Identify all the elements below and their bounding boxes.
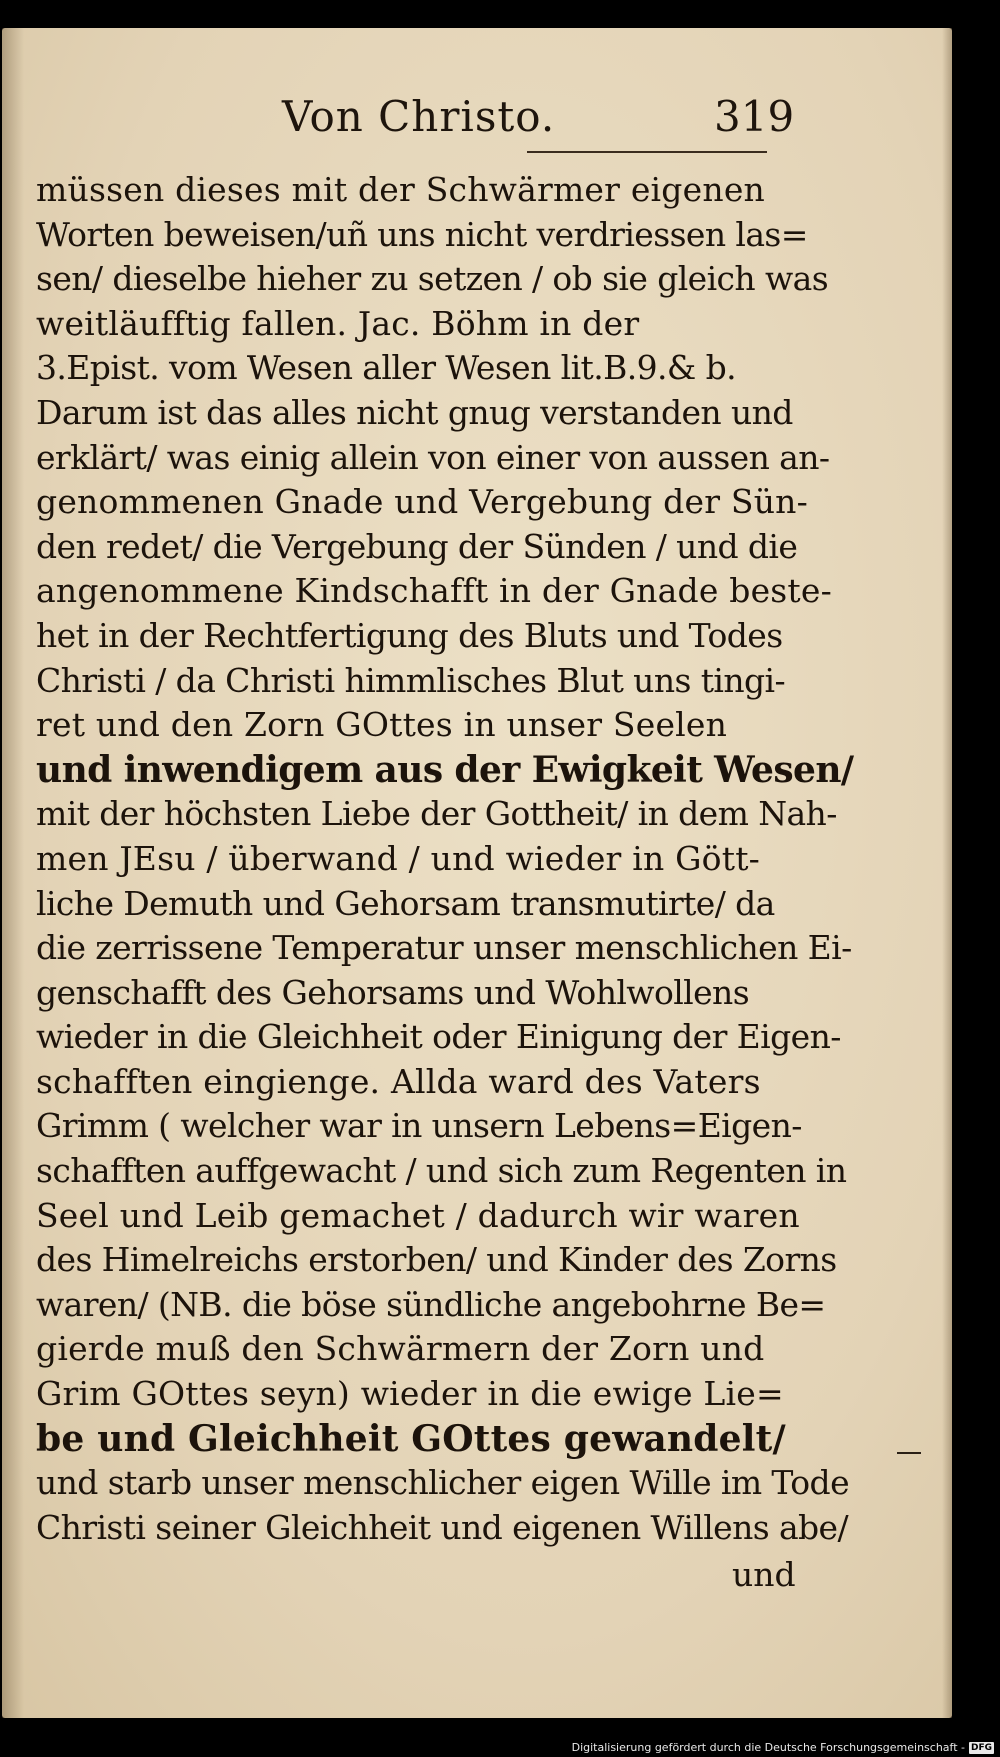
text-line: erklärt/ was einig allein von einer von aussen an- — [36, 437, 830, 477]
text-line: sen/ dieselbe hieher zu setzen / ob sie gleich was — [36, 259, 829, 299]
text-line: ret und den Zorn GOttes in unser Seelen — [36, 705, 728, 745]
text-line: gierde muß den Schwärmern der Zorn und — [36, 1329, 765, 1369]
text-line: Worten beweisen/uñ uns nicht verdriessen las= — [36, 214, 808, 254]
text-line: den redet/ die Vergebung der Sünden / und die — [36, 526, 798, 566]
text-line: genschafft des Gehorsams und Wohlwollens — [36, 972, 750, 1012]
text-line: Grimm ( welcher war in unsern Lebens=Eigen- — [36, 1106, 802, 1146]
text-line: Darum ist das alles nicht gnug verstanden und — [36, 392, 793, 432]
gutter-shadow — [2, 28, 24, 1718]
text-line: Grim GOttes seyn) wieder in die ewige Lie= — [36, 1374, 784, 1414]
text-line: het in der Rechtfertigung des Bluts und Todes — [36, 615, 783, 655]
text-line: Christi / da Christi himmlisches Blut uns tingi- — [36, 660, 786, 700]
text-line: Seel und Leib gemachet / dadurch wir waren — [36, 1195, 800, 1235]
dfg-logo: DFG — [970, 1742, 992, 1753]
book-page — [2, 28, 952, 1718]
page-number: 319 — [714, 92, 795, 141]
digitization-credit — [572, 1741, 994, 1754]
text-line: men JEsu / überwand / und wieder in Gött- — [36, 838, 761, 878]
margin-mark — [897, 1452, 921, 1454]
catchword: und — [732, 1555, 796, 1594]
text-line: be und Gleichheit GOttes gewandelt/ — [36, 1417, 786, 1460]
running-head: Von Christo. — [282, 92, 556, 141]
text-line: genommenen Gnade und Vergebung der Sün- — [36, 482, 808, 522]
text-line: des Himelreichs erstorben/ und Kinder des Zorns — [36, 1240, 837, 1280]
page-edge — [942, 28, 952, 1718]
text-line: weitläufftig fallen. Jac. Böhm in der — [36, 303, 640, 343]
body-text — [36, 168, 854, 1550]
text-line: 3.Epist. vom Wesen aller Wesen lit.B.9.& b. — [36, 348, 736, 388]
text-line: mit der höchsten Liebe der Gottheit/ in dem Nah- — [36, 794, 837, 834]
text-line: schafften auffgewacht / und sich zum Regenten in — [36, 1151, 847, 1191]
header-rule — [527, 151, 767, 153]
text-line: angenommene Kindschafft in der Gnade beste- — [36, 571, 832, 611]
text-line: die zerrissene Temperatur unser menschlichen Ei- — [36, 928, 852, 968]
credit-text: Digitalisierung gefördert durch die Deutsche Forschungsgemeinschaft - — [571, 1741, 965, 1754]
text-line: liche Demuth und Gehorsam transmutirte/ da — [36, 883, 775, 923]
text-line: müssen dieses mit der Schwärmer eigenen — [36, 170, 765, 209]
text-line: schafften eingienge. Allda ward des Vaters — [36, 1061, 761, 1101]
text-line: Christi seiner Gleichheit und eigenen Willens abe/ — [36, 1507, 848, 1547]
text-line: und inwendigem aus der Ewigkeit Wesen/ — [36, 748, 854, 791]
text-line: waren/ (NB. die böse sündliche angebohrne Be= — [36, 1284, 826, 1324]
text-line: und starb unser menschlicher eigen Wille im Tode — [36, 1463, 850, 1503]
text-line: wieder in die Gleichheit oder Einigung der Eigen- — [36, 1017, 841, 1057]
